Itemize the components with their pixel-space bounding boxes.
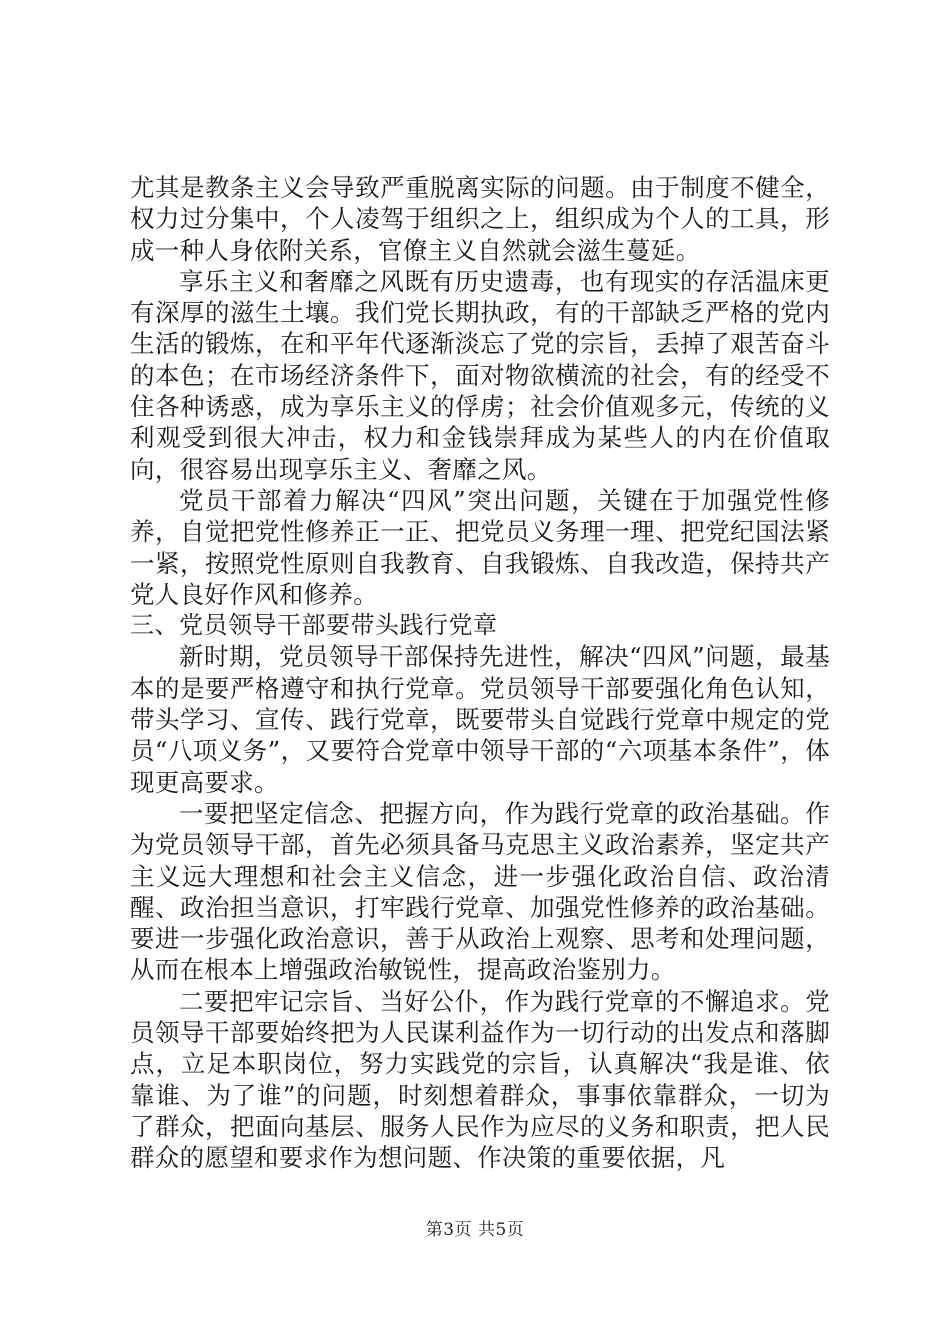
page-number-footer: 第3页 共5页 — [425, 1220, 525, 1240]
paragraph-point-two: 二要把牢记宗旨、当好公仆，作为践行党章的不懈追求。党员领导干部要始终把为人民谋利益作为一切行动的出发点和落脚点，立足本职岗位，努力实践党的宗旨，认真解决“我是谁、依靠谁、为了谁”的问题，时刻想着群众，事事依靠群众，一切为了群众，把面向基层、服务人民作为应尽的义务和职责，把人民群众的愿望和要求作为想问题、作决策的重要依据，凡 — [130, 986, 830, 1173]
paragraph-new-era: 新时期，党员领导干部保持先进性，解决“四风”问题，最基本的是要严格遵守和执行党章。党员领导干部要强化角色认知，带头学习、宣传、践行党章，既要带头自觉践行党章中规定的党员“八项义务”，又要符合党章中领导干部的“六项基本条件”，体现更高要求。 — [130, 642, 830, 797]
paragraph-continuation: 尤其是教条主义会导致严重脱离实际的问题。由于制度不健全，权力过分集中，个人凌驾于组织之上，组织成为个人的工具，形成一种人身依附关系，官僚主义自然就会滋生蔓延。 — [130, 173, 830, 265]
section-heading: 三、党员领导干部要带头践行党章 — [130, 611, 498, 640]
paragraph-point-one: 一要把坚定信念、把握方向，作为践行党章的政治基础。作为党员领导干部，首先必须具备马克思主义政治素养，坚定共产主义远大理想和社会主义信念，进一步强化政治自信、政治清醒、政治担当意识，打牢践行党章、加强党性修养的政治基础。要进一步强化政治意识，善于从政治上观察、思考和处理问题，从而在根本上增强政治敏锐性，提高政治鉴别力。 — [130, 798, 830, 985]
paragraph-hedonism: 享乐主义和奢靡之风既有历史遗毒，也有现实的存活温床更有深厚的滋生土壤。我们党长期执政，有的干部缺乏严格的党内生活的锻炼，在和平年代逐渐淡忘了党的宗旨，丢掉了艰苦奋斗的本色；在市场经济条件下，面对物欲横流的社会，有的经受不住各种诱惑，成为享乐主义的俘虏；社会价值观多元，传统的义利观受到很大冲击，权力和金钱崇拜成为某些人的内在价值取向，很容易出现享乐主义、奢靡之风。 — [130, 266, 830, 484]
document-body — [130, 172, 830, 1174]
paragraph-party-spirit: 党员干部着力解决“四风”突出问题，关键在于加强党性修养，自觉把党性修养正一正、把党员义务理一理、把党纪国法紧一紧，按照党性原则自我教育、自我锻炼、自我改造，保持共产党人良好作风和修养。 — [130, 485, 830, 609]
